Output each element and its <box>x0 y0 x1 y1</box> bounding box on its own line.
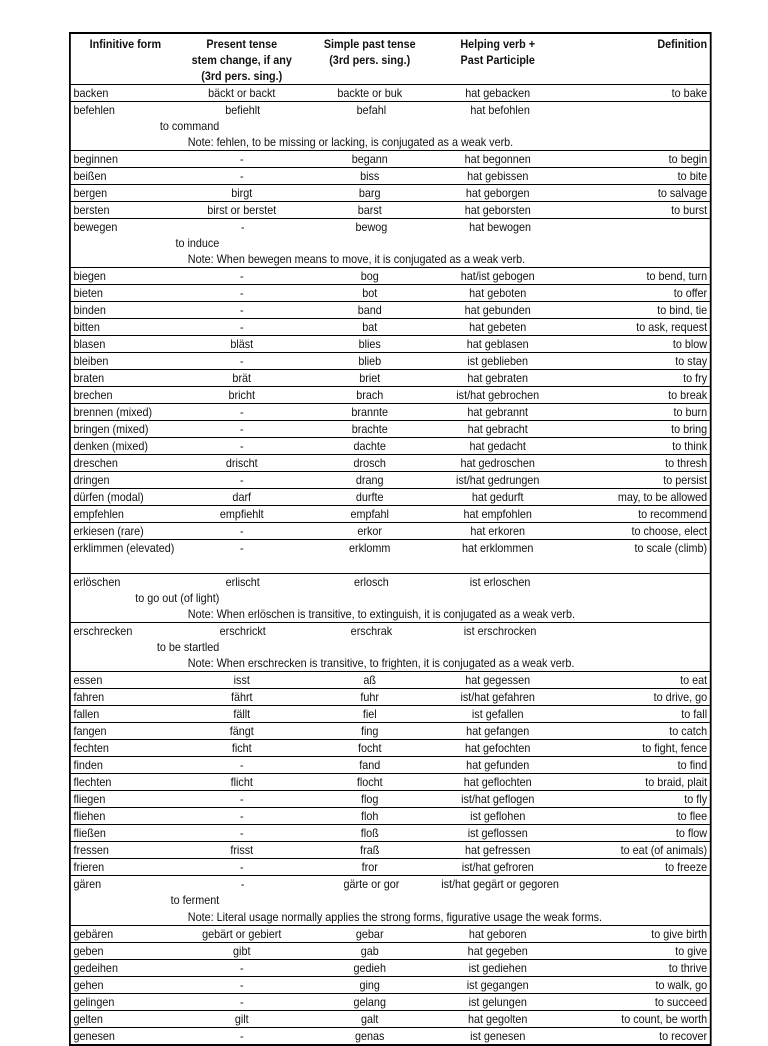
cell-infinitive: blasen <box>73 337 106 351</box>
cell-participle: ist geblieben <box>467 354 529 368</box>
cell-definition: to bring <box>671 422 708 436</box>
cell-participle: ist/hat gefroren <box>461 860 534 874</box>
cell-past: begann <box>351 152 388 166</box>
table-row <box>71 219 710 268</box>
cell-definition: to burn <box>673 405 708 419</box>
cell-participle: hat geblasen <box>466 337 529 351</box>
table-row <box>71 523 710 540</box>
cell-past: floß <box>360 826 379 840</box>
cell-participle: hat empfohlen <box>463 507 532 521</box>
cell-present: - <box>239 541 244 555</box>
cell-definition: to recommend <box>638 507 708 521</box>
cell-participle: ist gegangen <box>466 978 529 992</box>
cell-infinitive: essen <box>73 673 103 687</box>
cell-definition: to count, be worth <box>621 1012 708 1026</box>
cell-infinitive: erkiesen (rare) <box>73 524 144 538</box>
cell-present: empfiehlt <box>219 507 264 521</box>
cell-past: gelang <box>353 995 386 1009</box>
cell-past: befahl <box>356 103 387 117</box>
cell-participle: hat geflochten <box>463 775 532 789</box>
cell-present: - <box>239 809 244 823</box>
cell-past: blieb <box>358 354 382 368</box>
header-infinitive: Infinitive form <box>89 37 162 51</box>
cell-definition: to bite <box>677 169 708 183</box>
cell-definition: to eat <box>680 673 708 687</box>
table-row <box>71 85 710 102</box>
cell-present: - <box>239 354 244 368</box>
cell-definition: to command <box>159 119 220 133</box>
cell-infinitive: fechten <box>73 741 109 755</box>
cell-present: isst <box>233 673 250 687</box>
cell-present: bläst <box>230 337 254 351</box>
cell-past: fiel <box>362 707 377 721</box>
cell-infinitive: fallen <box>73 707 100 721</box>
cell-participle: ist gediehen <box>468 961 527 975</box>
cell-participle: hat begonnen <box>464 152 531 166</box>
cell-past: fror <box>361 860 378 874</box>
cell-present: - <box>240 877 245 891</box>
cell-past: brach <box>356 388 384 402</box>
cell-infinitive: fliegen <box>73 792 106 806</box>
cell-definition: to begin <box>668 152 708 166</box>
cell-present: brät <box>232 371 252 385</box>
cell-participle: hat erklommen <box>461 541 534 555</box>
table-row <box>71 706 710 723</box>
table-row <box>71 740 710 757</box>
header-present-line-1: Present tense <box>206 37 278 51</box>
table-row <box>71 977 710 994</box>
table-row <box>71 370 710 387</box>
cell-participle: ist/hat gegärt or gegoren <box>441 877 559 891</box>
cell-past: drang <box>355 473 384 487</box>
cell-present: gilt <box>234 1012 249 1026</box>
cell-definition: to choose, elect <box>631 524 708 538</box>
table-row <box>71 285 710 302</box>
table-row <box>71 168 710 185</box>
table-row <box>71 472 710 489</box>
cell-past: band <box>357 303 382 317</box>
table-row <box>71 926 710 943</box>
cell-participle: hat gegolten <box>467 1012 528 1026</box>
row-note: Note: Literal usage normally applies the strong forms, figurative usage the weak forms. <box>187 909 603 924</box>
cell-definition: to be startled <box>156 640 220 654</box>
cell-infinitive: genesen <box>73 1029 115 1043</box>
cell-past: ging <box>359 978 380 992</box>
cell-infinitive: frieren <box>73 860 105 874</box>
cell-participle: hat befohlen <box>470 103 530 117</box>
table-row <box>71 421 710 438</box>
cell-past: gab <box>360 944 379 958</box>
cell-definition: to fry <box>683 371 708 385</box>
cell-participle: ist/hat gefahren <box>460 690 535 704</box>
cell-present: bricht <box>228 388 255 402</box>
table-row <box>71 489 710 506</box>
header-present-line-3: (3rd pers. sing.) <box>201 69 283 83</box>
cell-past: erlosch <box>353 575 389 589</box>
cell-past: brachte <box>351 422 388 436</box>
cell-participle: ist gelungen <box>468 995 527 1009</box>
cell-definition: to recover <box>659 1029 708 1043</box>
cell-past: aß <box>363 673 377 687</box>
table-row <box>71 302 710 319</box>
cell-infinitive: dreschen <box>73 456 118 470</box>
cell-present: frisst <box>230 843 254 857</box>
cell-infinitive: bieten <box>73 286 103 300</box>
cell-infinitive: bewegen <box>73 220 118 234</box>
cell-infinitive: bleiben <box>73 354 109 368</box>
cell-participle: hat gebunden <box>464 303 531 317</box>
cell-definition: to freeze <box>665 860 708 874</box>
cell-infinitive: gelten <box>73 1012 103 1026</box>
table-row <box>71 202 710 219</box>
cell-participle: hat geboren <box>468 927 527 941</box>
cell-participle: hat bewogen <box>469 220 532 234</box>
cell-past: flocht <box>356 775 383 789</box>
cell-infinitive: erklimmen (elevated) <box>73 541 175 555</box>
cell-present: - <box>239 152 244 166</box>
cell-infinitive: beißen <box>73 169 107 183</box>
cell-present: fängt <box>229 724 254 738</box>
cell-infinitive: fahren <box>73 690 105 704</box>
cell-infinitive: bersten <box>73 203 110 217</box>
cell-participle: hat gebacken <box>465 86 531 100</box>
cell-infinitive: fliehen <box>73 809 106 823</box>
table-row <box>71 960 710 977</box>
cell-definition: to fly <box>684 792 708 806</box>
cell-participle: hat gegessen <box>465 673 531 687</box>
cell-present: - <box>239 758 244 772</box>
row-note: Note: When bewegen means to move, it is conjugated as a weak verb. <box>187 252 526 266</box>
cell-past: focht <box>358 741 382 755</box>
cell-participle: hat/ist gebogen <box>460 269 535 283</box>
table-row <box>71 1011 710 1028</box>
cell-past: blies <box>358 337 381 351</box>
cell-participle: ist erschrocken <box>463 624 537 638</box>
cell-definition: to persist <box>663 473 708 487</box>
cell-present: birst or berstet <box>207 203 277 217</box>
cell-present: - <box>239 860 244 874</box>
cell-past: fuhr <box>360 690 380 704</box>
cell-participle: hat geborgen <box>465 186 530 200</box>
cell-infinitive: brennen (mixed) <box>73 405 153 419</box>
cell-infinitive: erschrecken <box>73 624 133 638</box>
cell-present: - <box>239 524 244 538</box>
cell-infinitive: brechen <box>73 388 113 402</box>
cell-present: - <box>239 405 244 419</box>
cell-participle: hat gefunden <box>466 758 530 772</box>
cell-past: gebar <box>355 927 384 941</box>
cell-infinitive: erlöschen <box>73 575 121 589</box>
cell-infinitive: finden <box>73 758 103 772</box>
table-row <box>71 336 710 353</box>
cell-definition: to succeed <box>654 995 708 1009</box>
cell-past: erkor <box>357 524 383 538</box>
cell-present: - <box>239 439 244 453</box>
cell-infinitive: braten <box>73 371 105 385</box>
cell-definition: to flee <box>677 809 708 823</box>
cell-infinitive: geben <box>73 944 104 958</box>
cell-definition: to think <box>672 439 708 453</box>
cell-past: dachte <box>353 439 386 453</box>
cell-infinitive: beginnen <box>73 152 118 166</box>
table-row <box>71 825 710 842</box>
table-row <box>71 943 710 960</box>
cell-past: briet <box>359 371 381 385</box>
cell-infinitive: gebären <box>73 927 114 941</box>
cell-infinitive: bringen (mixed) <box>73 422 149 436</box>
cell-past: barst <box>357 203 382 217</box>
cell-participle: hat gebrannt <box>467 405 529 419</box>
header-definition: Definition <box>657 37 708 51</box>
cell-participle: ist geflossen <box>467 826 528 840</box>
cell-definition: to induce <box>175 236 220 250</box>
cell-participle: hat gebracht <box>467 422 528 436</box>
cell-infinitive: dringen <box>73 473 110 487</box>
cell-present: befiehlt <box>225 103 261 117</box>
cell-definition: to flow <box>675 826 708 840</box>
table-row <box>71 506 710 523</box>
cell-present: - <box>239 269 244 283</box>
cell-present: fällt <box>233 707 251 721</box>
cell-infinitive: bitten <box>73 320 100 334</box>
cell-infinitive: befehlen <box>73 103 115 117</box>
cell-participle: ist/hat gebrochen <box>456 388 540 402</box>
cell-past: erschrak <box>350 624 393 638</box>
cell-definition: to stay <box>675 354 708 368</box>
table-row <box>71 404 710 421</box>
cell-infinitive: gedeihen <box>73 961 118 975</box>
cell-definition: to braid, plait <box>645 775 708 789</box>
cell-definition: to give birth <box>651 927 708 941</box>
cell-past: drosch <box>353 456 386 470</box>
table-row <box>71 353 710 370</box>
cell-infinitive: gehen <box>73 978 104 992</box>
table-row <box>71 623 710 672</box>
cell-infinitive: fließen <box>73 826 106 840</box>
cell-present: - <box>239 961 244 975</box>
cell-past: fraß <box>360 843 380 857</box>
cell-past: bot <box>362 286 378 300</box>
header-past-line-2: (3rd pers. sing.) <box>329 53 411 67</box>
table-row <box>71 438 710 455</box>
table-row <box>71 774 710 791</box>
cell-participle: hat gegeben <box>467 944 528 958</box>
cell-past: bat <box>362 320 378 334</box>
cell-present: - <box>239 473 244 487</box>
table-row <box>71 689 710 706</box>
cell-present: ficht <box>231 741 252 755</box>
row-note: Note: When erschrecken is transitive, to frighten, it is conjugated as a weak verb. <box>187 656 575 670</box>
cell-present: bäckt or backt <box>208 86 276 100</box>
cell-infinitive: gelingen <box>73 995 115 1009</box>
cell-present: - <box>239 792 244 806</box>
cell-past: biss <box>360 169 380 183</box>
cell-present: - <box>239 320 244 334</box>
table-row <box>71 540 710 574</box>
cell-past: floh <box>361 809 379 823</box>
cell-definition: to bind, tie <box>657 303 708 317</box>
cell-definition: to ask, request <box>636 320 708 334</box>
table-row <box>71 102 710 151</box>
cell-past: genas <box>355 1029 385 1043</box>
table-row <box>71 723 710 740</box>
header-helping <box>436 34 560 84</box>
cell-past: backte or buk <box>337 86 403 100</box>
cell-definition: to scale (climb) <box>634 541 708 555</box>
cell-definition: to go out (of light) <box>135 591 220 605</box>
cell-infinitive: flechten <box>73 775 112 789</box>
cell-present: - <box>239 422 244 436</box>
cell-present: erlischt <box>225 575 260 589</box>
cell-participle: hat gefressen <box>464 843 531 857</box>
table-row <box>71 876 710 926</box>
cell-definition: to salvage <box>657 186 708 200</box>
cell-present: gebärt or gebiert <box>202 927 282 941</box>
verb-table <box>69 32 712 1046</box>
cell-participle: hat geboten <box>469 286 527 300</box>
cell-infinitive: fressen <box>73 843 109 857</box>
cell-infinitive: backen <box>73 86 109 100</box>
cell-past: galt <box>361 1012 379 1026</box>
cell-participle: ist gefallen <box>471 707 524 721</box>
table-header <box>71 34 710 85</box>
cell-definition: to thresh <box>665 456 708 470</box>
cell-past: empfahl <box>350 507 389 521</box>
cell-participle: ist/hat gedrungen <box>455 473 540 487</box>
cell-present: - <box>240 220 245 234</box>
cell-definition: to walk, go <box>655 978 708 992</box>
table-row <box>71 757 710 774</box>
row-note: Note: When erlöschen is transitive, to extinguish, it is conjugated as a weak verb. <box>187 607 575 621</box>
cell-participle: hat gefochten <box>464 741 531 755</box>
cell-past: brannte <box>351 405 389 419</box>
cell-participle: ist/hat geflogen <box>461 792 535 806</box>
cell-present: fährt <box>230 690 253 704</box>
cell-participle: hat gebissen <box>467 169 529 183</box>
cell-definition: to break <box>668 388 708 402</box>
cell-definition: to eat (of animals) <box>620 843 708 857</box>
cell-past: durfte <box>355 490 384 504</box>
cell-participle: hat geborsten <box>464 203 531 217</box>
cell-definition: to fall <box>681 707 708 721</box>
cell-definition: to ferment <box>170 893 220 908</box>
cell-infinitive: bergen <box>73 186 108 200</box>
cell-present: - <box>239 826 244 840</box>
cell-definition: to catch <box>669 724 708 738</box>
cell-present: - <box>239 286 244 300</box>
cell-definition: to bake <box>671 86 708 100</box>
table-row <box>71 574 710 623</box>
header-present <box>180 34 304 84</box>
cell-present: drischt <box>225 456 258 470</box>
cell-present: flicht <box>230 775 253 789</box>
cell-participle: hat gedacht <box>469 439 526 453</box>
cell-present: gibt <box>233 944 251 958</box>
table-row <box>71 185 710 202</box>
cell-definition: to fight, fence <box>642 741 708 755</box>
table-row <box>71 1028 710 1044</box>
cell-definition: to drive, go <box>653 690 708 704</box>
cell-infinitive: binden <box>73 303 106 317</box>
cell-present: birgt <box>231 186 253 200</box>
cell-past: bog <box>360 269 379 283</box>
table-row <box>71 268 710 285</box>
cell-infinitive: fangen <box>73 724 107 738</box>
cell-definition: to bend, turn <box>646 269 708 283</box>
header-present-line-2: stem change, if any <box>191 53 292 67</box>
cell-participle: hat gefangen <box>466 724 530 738</box>
table-row <box>71 859 710 876</box>
cell-definition: to burst <box>671 203 708 217</box>
cell-definition: may, to be allowed <box>617 490 708 504</box>
header-helping-line-1: Helping verb + <box>460 37 536 51</box>
table-row <box>71 455 710 472</box>
cell-infinitive: empfehlen <box>73 507 124 521</box>
cell-definition: to give <box>675 944 708 958</box>
cell-past: barg <box>358 186 381 200</box>
table-row <box>71 994 710 1011</box>
cell-past: fing <box>361 724 379 738</box>
cell-present: - <box>239 303 244 317</box>
cell-present: darf <box>232 490 252 504</box>
cell-definition: to blow <box>672 337 708 351</box>
cell-present: - <box>239 1029 244 1043</box>
table-body <box>71 85 710 1044</box>
header-past-line-1: Simple past tense <box>323 37 416 51</box>
cell-past: bewog <box>355 220 388 234</box>
cell-participle: ist geflohen <box>470 809 526 823</box>
cell-participle: hat gedurft <box>471 490 524 504</box>
cell-present: - <box>239 995 244 1009</box>
cell-definition: to thrive <box>668 961 708 975</box>
table-row <box>71 808 710 825</box>
table-row <box>71 672 710 689</box>
cell-present: - <box>239 978 244 992</box>
table-row <box>71 151 710 168</box>
table-row <box>71 842 710 859</box>
cell-participle: hat gedroschen <box>460 456 535 470</box>
cell-infinitive: biegen <box>73 269 106 283</box>
cell-infinitive: dürfen (modal) <box>73 490 144 504</box>
header-past <box>304 34 436 84</box>
cell-past: fand <box>359 758 381 772</box>
table-row <box>71 319 710 336</box>
cell-definition: to find <box>677 758 708 772</box>
cell-past: flog <box>361 792 379 806</box>
cell-past: gedieh <box>353 961 386 975</box>
cell-present: erschrickt <box>219 624 266 638</box>
table-row <box>71 387 710 404</box>
table-row <box>71 791 710 808</box>
cell-present: - <box>239 169 244 183</box>
cell-participle: ist erloschen <box>469 575 531 589</box>
cell-participle: hat gebeten <box>469 320 527 334</box>
cell-participle: ist genesen <box>470 1029 526 1043</box>
row-note: Note: fehlen, to be missing or lacking, is conjugated as a weak verb. <box>187 135 514 149</box>
cell-past: gärte or gor <box>343 877 400 891</box>
cell-participle: hat gebraten <box>467 371 529 385</box>
header-helping-line-2: Past Participle <box>460 53 535 67</box>
cell-infinitive: gären <box>73 877 102 891</box>
cell-past: erklomm <box>349 541 391 555</box>
cell-definition: to offer <box>673 286 708 300</box>
cell-infinitive: denken (mixed) <box>73 439 148 453</box>
cell-participle: hat erkoren <box>470 524 526 538</box>
